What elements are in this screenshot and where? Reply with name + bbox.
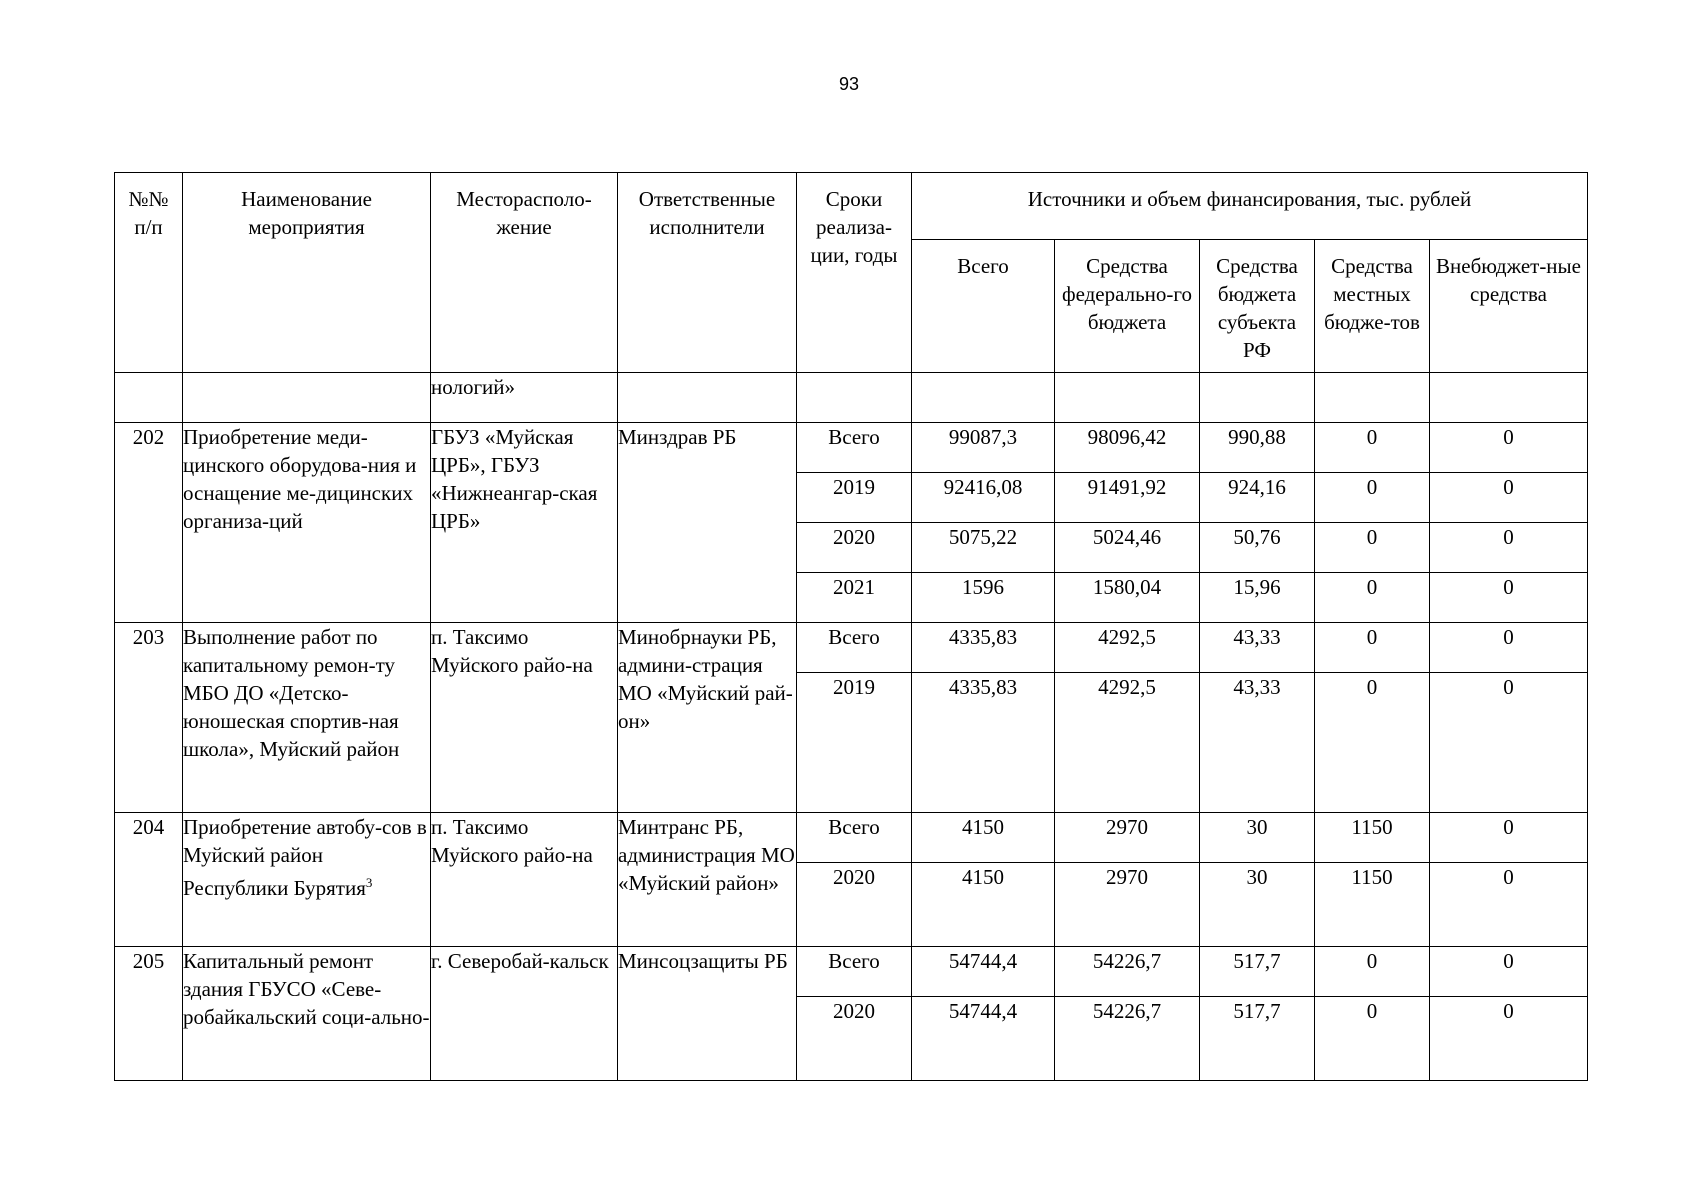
responsible: Минтранс РБ, администрация МО «Муйский район» (618, 813, 797, 947)
row-number: 204 (115, 813, 183, 947)
offbudget-cell: 0 (1430, 813, 1588, 863)
total-cell: 5075,22 (912, 523, 1055, 573)
measure-name: Капитальный ремонт здания ГБУСО «Севе-робайкальский соци-ально- (183, 949, 430, 1029)
header-terms: Сроки реализа-ции, годы (797, 173, 912, 373)
subject-cell: 517,7 (1200, 997, 1315, 1081)
subject-cell: 15,96 (1200, 573, 1315, 623)
total-cell: 4335,83 (912, 673, 1055, 813)
location: п. Таксимо Муйского райо-на (431, 623, 618, 813)
header-name: Наименование мероприятия (183, 173, 431, 373)
table-row (115, 947, 1588, 997)
local-cell: 0 (1315, 673, 1430, 813)
header-local: Средства местных бюдже-тов (1315, 240, 1430, 373)
carryover-row (115, 373, 1588, 423)
term-cell: 2020 (797, 863, 912, 947)
total-cell: 99087,3 (912, 423, 1055, 473)
term-cell: Всего (797, 423, 912, 473)
subject-cell: 43,33 (1200, 673, 1315, 813)
federal-cell: 2970 (1055, 813, 1200, 863)
table-row (115, 623, 1588, 673)
offbudget-cell: 0 (1430, 523, 1588, 573)
term-cell: Всего (797, 947, 912, 997)
header-num: №№ п/п (115, 173, 183, 373)
local-cell: 0 (1315, 473, 1430, 523)
responsible: Минсоцзащиты РБ (618, 947, 797, 1081)
federal-cell: 4292,5 (1055, 673, 1200, 813)
total-cell: 4335,83 (912, 623, 1055, 673)
total-cell: 4150 (912, 813, 1055, 863)
term-cell: Всего (797, 813, 912, 863)
carryover-cell (1315, 373, 1430, 423)
location: п. Таксимо Муйского райо-на (431, 813, 618, 947)
table-body (115, 373, 1588, 1081)
term-cell: 2021 (797, 573, 912, 623)
measure-name: Приобретение меди-цинского оборудова-ния и оснащение ме-дицинских организа-ций (183, 425, 417, 533)
federal-cell: 5024,46 (1055, 523, 1200, 573)
total-cell: 92416,08 (912, 473, 1055, 523)
measure-name-cell (183, 813, 431, 947)
federal-cell: 54226,7 (1055, 997, 1200, 1081)
term-cell: 2020 (797, 997, 912, 1081)
term-cell: 2019 (797, 473, 912, 523)
total-cell: 1596 (912, 573, 1055, 623)
local-cell: 1150 (1315, 863, 1430, 947)
offbudget-cell: 0 (1430, 997, 1588, 1081)
measure-name-cell (183, 623, 431, 813)
measure-name-cell (183, 947, 431, 1081)
federal-cell: 91491,92 (1055, 473, 1200, 523)
header-offbudget: Внебюджет-ные средства (1430, 240, 1588, 373)
local-cell: 0 (1315, 423, 1430, 473)
carryover-cell (1430, 373, 1588, 423)
term-cell: Всего (797, 623, 912, 673)
carryover-cell (797, 373, 912, 423)
carryover-cell (912, 373, 1055, 423)
federal-cell: 98096,42 (1055, 423, 1200, 473)
carryover-cell (1055, 373, 1200, 423)
offbudget-cell: 0 (1430, 473, 1588, 523)
header-total: Всего (912, 240, 1055, 373)
responsible: Минздрав РБ (618, 423, 797, 623)
federal-cell: 4292,5 (1055, 623, 1200, 673)
federal-cell: 54226,7 (1055, 947, 1200, 997)
header-financing: Источники и объем финансирования, тыс. рублей (912, 173, 1588, 240)
offbudget-cell: 0 (1430, 947, 1588, 997)
header-responsible: Ответственные исполнители (618, 173, 797, 373)
footnote-marker: 3 (365, 875, 373, 890)
offbudget-cell: 0 (1430, 623, 1588, 673)
measure-name: Выполнение работ по капитальному ремон-ту МБО ДО «Детско-юношеская спортив-ная школа», Муйский район (183, 625, 400, 761)
subject-cell: 50,76 (1200, 523, 1315, 573)
header-subject: Средства бюджета субъекта РФ (1200, 240, 1315, 373)
table-row (115, 423, 1588, 473)
federal-cell: 2970 (1055, 863, 1200, 947)
offbudget-cell: 0 (1430, 673, 1588, 813)
offbudget-cell: 0 (1430, 863, 1588, 947)
subject-cell: 30 (1200, 813, 1315, 863)
federal-cell: 1580,04 (1055, 573, 1200, 623)
carryover-cell (115, 373, 183, 423)
total-cell: 4150 (912, 863, 1055, 947)
carryover-location: нологий» (431, 373, 618, 423)
header-location: Месторасполо-жение (431, 173, 618, 373)
subject-cell: 43,33 (1200, 623, 1315, 673)
financing-table (114, 172, 1588, 1081)
page-number: 93 (838, 74, 860, 94)
local-cell: 0 (1315, 523, 1430, 573)
location: г. Северобай-кальск (431, 947, 618, 1081)
header-federal: Средства федерально-го бюджета (1055, 240, 1200, 373)
offbudget-cell: 0 (1430, 573, 1588, 623)
total-cell: 54744,4 (912, 947, 1055, 997)
total-cell: 54744,4 (912, 997, 1055, 1081)
local-cell: 0 (1315, 947, 1430, 997)
local-cell: 0 (1315, 623, 1430, 673)
term-cell: 2020 (797, 523, 912, 573)
table-row (115, 813, 1588, 863)
row-number: 203 (115, 623, 183, 813)
carryover-cell (1200, 373, 1315, 423)
location: ГБУЗ «Муйская ЦРБ», ГБУЗ «Нижнеангар-ская ЦРБ» (431, 423, 618, 623)
local-cell: 0 (1315, 997, 1430, 1081)
row-number: 202 (115, 423, 183, 623)
offbudget-cell: 0 (1430, 423, 1588, 473)
term-cell: 2019 (797, 673, 912, 813)
row-number: 205 (115, 947, 183, 1081)
carryover-cell (618, 373, 797, 423)
subject-cell: 924,16 (1200, 473, 1315, 523)
local-cell: 1150 (1315, 813, 1430, 863)
responsible: Минобрнауки РБ, админи-страция МО «Муйский рай-он» (618, 623, 797, 813)
subject-cell: 30 (1200, 863, 1315, 947)
measure-name-cell (183, 423, 431, 623)
measure-name: Приобретение автобу-сов в Муйский район Республики Бурятия (183, 815, 427, 900)
carryover-cell (183, 373, 431, 423)
local-cell: 0 (1315, 573, 1430, 623)
subject-cell: 990,88 (1200, 423, 1315, 473)
subject-cell: 517,7 (1200, 947, 1315, 997)
